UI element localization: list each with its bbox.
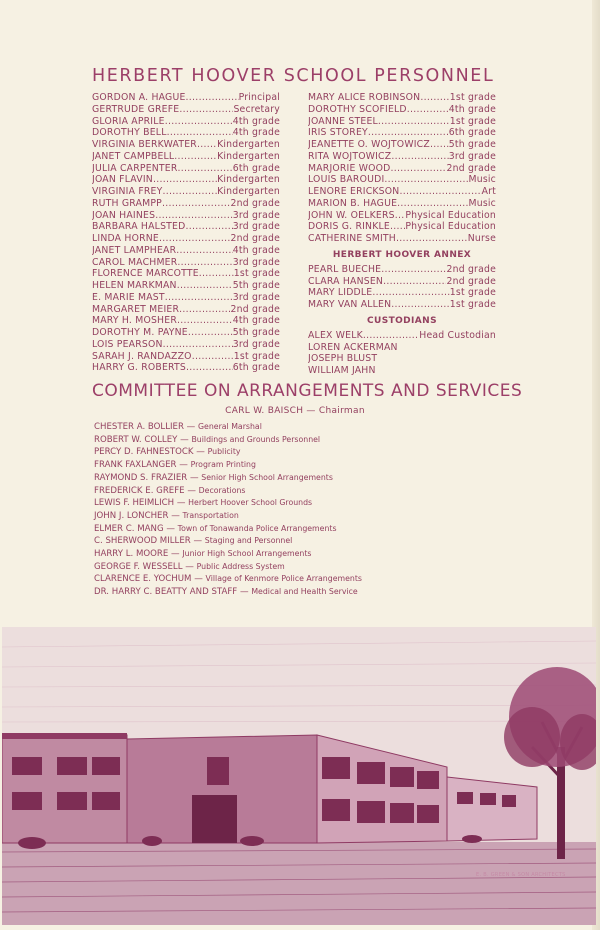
committee-member-duty: Medical and Health Service bbox=[251, 587, 358, 597]
committee-member-name: DR. HARRY C. BEATTY AND STAFF — bbox=[94, 587, 252, 598]
committee-member bbox=[94, 573, 362, 586]
leader-dots bbox=[384, 174, 468, 186]
personnel-row bbox=[308, 116, 496, 128]
committee-member-name: GEORGE F. WESSELL — bbox=[94, 561, 197, 572]
leader-dots bbox=[391, 151, 448, 163]
committee-member-duty: Village of Kenmore Police Arrangements bbox=[205, 574, 362, 584]
committee-member bbox=[94, 446, 362, 459]
personnel-role: Music bbox=[468, 174, 496, 186]
committee-member bbox=[94, 548, 362, 561]
personnel-role: 3rd grade bbox=[232, 291, 280, 303]
personnel-name: JOAN FLAVIN bbox=[92, 174, 153, 186]
personnel-row bbox=[92, 174, 280, 186]
leader-dots bbox=[185, 221, 232, 233]
personnel-name: JOANNE STEEL bbox=[308, 115, 378, 127]
personnel-row bbox=[308, 221, 496, 233]
left-wing-roof bbox=[2, 733, 127, 739]
committee-member-name: C. SHERWOOD MILLER — bbox=[94, 536, 205, 547]
personnel-row bbox=[92, 210, 280, 222]
committee-member-duty: Public Address System bbox=[196, 561, 285, 571]
personnel-name: BARBARA HALSTED bbox=[92, 221, 186, 233]
committee-member-duty: Buildings and Grounds Personnel bbox=[191, 434, 321, 444]
personnel-row bbox=[308, 139, 496, 151]
personnel-name: ALEX WELK bbox=[308, 329, 363, 341]
annex-heading: HERBERT HOOVER ANNEX bbox=[332, 249, 472, 260]
leader-dots bbox=[167, 127, 233, 139]
personnel-name: DOROTHY M. PAYNE bbox=[92, 327, 188, 338]
personnel-row bbox=[92, 186, 280, 198]
personnel-row bbox=[92, 92, 280, 104]
leader-dots bbox=[153, 174, 217, 186]
personnel-row bbox=[92, 163, 280, 175]
personnel-name: GORDON A. HAGUE bbox=[92, 92, 186, 103]
personnel-role: Art bbox=[481, 186, 496, 197]
entrance bbox=[192, 795, 237, 843]
personnel-role: 2nd grade bbox=[446, 275, 496, 287]
committee-list bbox=[94, 421, 362, 599]
personnel-role: Physical Education bbox=[405, 209, 496, 221]
committee-member-name: RAYMOND S. FRAZIER — bbox=[94, 472, 202, 483]
personnel-row bbox=[92, 151, 280, 163]
personnel-role: 2nd grade bbox=[446, 162, 496, 174]
personnel-role: 1st grade bbox=[233, 268, 280, 280]
personnel-role: Kindergarten bbox=[217, 139, 280, 150]
personnel-name: MARY VAN ALLEN bbox=[308, 299, 392, 310]
committee-member bbox=[94, 472, 362, 485]
personnel-role: Physical Education bbox=[405, 221, 496, 233]
committee-member-name: FREDERICK E. GREFE — bbox=[94, 485, 199, 496]
committee-member-duty: Senior High School Arrangements bbox=[201, 472, 333, 482]
leader-dots bbox=[397, 198, 468, 210]
personnel-role: 4th grade bbox=[232, 115, 280, 127]
personnel-row bbox=[308, 92, 496, 104]
personnel-role: 5th grade bbox=[448, 139, 496, 150]
personnel-role: Kindergarten bbox=[217, 186, 280, 197]
personnel-name: JULIA CARPENTER bbox=[92, 162, 178, 174]
leader-dots bbox=[179, 104, 233, 116]
personnel-name: MARY ALICE ROBINSON bbox=[308, 92, 421, 103]
ground bbox=[2, 842, 596, 925]
personnel-row bbox=[92, 104, 280, 116]
leader-dots bbox=[192, 351, 234, 363]
personnel-row bbox=[308, 342, 496, 354]
personnel-name: LOREN ACKERMAN bbox=[308, 341, 398, 353]
personnel-row bbox=[92, 292, 280, 304]
leader-dots bbox=[186, 362, 233, 374]
personnel-row bbox=[308, 127, 496, 139]
committee-member-duty: Staging and Personnel bbox=[204, 536, 293, 546]
leader-dots bbox=[177, 280, 233, 292]
personnel-row bbox=[308, 365, 496, 377]
leader-dots bbox=[396, 233, 468, 245]
personnel-row bbox=[308, 264, 496, 276]
personnel-row bbox=[92, 139, 280, 151]
personnel-name: HELEN MARKMAN bbox=[92, 280, 177, 291]
personnel-role: Music bbox=[468, 197, 496, 209]
leader-dots bbox=[199, 268, 234, 280]
personnel-role: 2nd grade bbox=[230, 233, 280, 244]
committee-member-duty: Publicity bbox=[207, 447, 241, 457]
personnel-title: HERBERT HOOVER SCHOOL PERSONNEL bbox=[92, 66, 495, 86]
committee-member bbox=[94, 459, 362, 472]
personnel-role: 1st grade bbox=[449, 115, 496, 127]
committee-member-name: JOHN J. LONCHER — bbox=[94, 510, 183, 521]
personnel-row bbox=[308, 299, 496, 311]
personnel-row bbox=[92, 362, 280, 374]
annex-list bbox=[308, 264, 496, 311]
personnel-row bbox=[308, 151, 496, 163]
leader-dots bbox=[165, 116, 233, 128]
personnel-name: JOSEPH BLUST bbox=[308, 353, 378, 365]
leader-dots bbox=[162, 186, 217, 198]
leader-dots bbox=[159, 233, 231, 245]
personnel-role: 6th grade bbox=[232, 162, 280, 174]
personnel-role: 5th grade bbox=[232, 327, 280, 338]
leader-dots bbox=[420, 92, 449, 104]
personnel-role: 2nd grade bbox=[230, 303, 280, 315]
committee-title: COMMITTEE ON ARRANGEMENTS AND SERVICES bbox=[92, 381, 523, 401]
personnel-row bbox=[92, 257, 280, 269]
personnel-column-1 bbox=[92, 92, 280, 374]
personnel-name: LENORE ERICKSON bbox=[308, 186, 400, 197]
personnel-row bbox=[308, 233, 496, 245]
personnel-role: 3rd grade bbox=[232, 256, 280, 268]
personnel-name: IRIS STOREY bbox=[308, 127, 368, 139]
leader-dots bbox=[177, 315, 233, 327]
chairman-text: CARL W. BAISCH — Chairman bbox=[225, 406, 365, 416]
personnel-row bbox=[308, 287, 496, 299]
personnel-name: LINDA HORNE bbox=[92, 233, 159, 244]
committee-member-name: CHESTER A. BOLLIER — bbox=[94, 422, 198, 432]
personnel-role: 4th grade bbox=[232, 244, 280, 256]
personnel-name: JEANETTE O. WOJTOWICZ bbox=[308, 139, 430, 150]
personnel-row bbox=[308, 198, 496, 210]
personnel-name: JOAN HAINES bbox=[92, 209, 156, 221]
school-building-illustration bbox=[2, 627, 596, 925]
committee-member-duty: Program Printing bbox=[190, 460, 256, 470]
personnel-name: DOROTHY SCOFIELD bbox=[308, 103, 407, 115]
personnel-role: Kindergarten bbox=[217, 174, 280, 186]
personnel-role: 6th grade bbox=[232, 362, 280, 374]
leader-dots bbox=[165, 292, 233, 304]
personnel-role: Secretary bbox=[233, 103, 280, 115]
leader-dots bbox=[177, 257, 232, 269]
personnel-row bbox=[308, 104, 496, 116]
personnel-role: 1st grade bbox=[449, 92, 496, 103]
custodians-list bbox=[308, 330, 496, 377]
leader-dots bbox=[363, 330, 419, 342]
personnel-name: MARY H. MOSHER bbox=[92, 315, 177, 327]
committee-member-duty: Transportation bbox=[182, 510, 239, 520]
committee-member-duty: Herbert Hoover School Grounds bbox=[188, 498, 313, 508]
leader-dots bbox=[430, 139, 449, 151]
personnel-row bbox=[92, 221, 280, 233]
committee-member-duty: Town of Tonawanda Police Arrangements bbox=[177, 523, 337, 533]
personnel-name: DORIS G. RINKLE bbox=[308, 221, 390, 233]
personnel-role: 3rd grade bbox=[232, 338, 280, 350]
personnel-role: 4th grade bbox=[448, 103, 496, 115]
personnel-row bbox=[92, 351, 280, 363]
personnel-row bbox=[92, 127, 280, 139]
committee-member bbox=[94, 434, 362, 447]
personnel-row bbox=[308, 174, 496, 186]
personnel-row bbox=[92, 327, 280, 339]
personnel-name: CAROL MACHMER bbox=[92, 256, 178, 268]
personnel-role: 4th grade bbox=[232, 315, 280, 327]
committee-member bbox=[94, 535, 362, 548]
personnel-name: JOHN W. OELKERS bbox=[308, 209, 395, 221]
personnel-role: 3rd grade bbox=[448, 150, 496, 162]
personnel-row bbox=[92, 233, 280, 245]
personnel-name: SARAH J. RANDAZZO bbox=[92, 350, 192, 362]
personnel-name: GERTRUDE GREFE bbox=[92, 103, 180, 115]
personnel-role: Head Custodian bbox=[419, 329, 496, 341]
leader-dots bbox=[197, 139, 217, 151]
personnel-role: 4th grade bbox=[232, 127, 280, 139]
personnel-name: VIRGINIA BERKWATER bbox=[92, 139, 197, 150]
committee-member bbox=[94, 421, 362, 434]
committee-member-name: PERCY D. FAHNESTOCK — bbox=[94, 447, 208, 458]
personnel-role: 2nd grade bbox=[230, 197, 280, 209]
personnel-row bbox=[308, 330, 496, 342]
personnel-role: 3rd grade bbox=[232, 221, 280, 233]
personnel-name: RUTH GRAMPP bbox=[92, 197, 162, 209]
committee-member-duty: General Marshal bbox=[198, 422, 262, 431]
personnel-row bbox=[92, 304, 280, 316]
committee-member bbox=[94, 510, 362, 523]
personnel-name: PEARL BUECHE bbox=[308, 263, 382, 275]
leader-dots bbox=[155, 210, 233, 222]
committee-member-duty: Decorations bbox=[198, 485, 246, 495]
committee-member bbox=[94, 497, 362, 510]
leader-dots bbox=[176, 245, 232, 257]
personnel-role: 1st grade bbox=[449, 299, 496, 310]
leader-dots bbox=[372, 287, 449, 299]
leader-dots bbox=[188, 327, 233, 339]
personnel-role: 1st grade bbox=[233, 350, 280, 362]
leader-dots bbox=[391, 299, 450, 311]
committee-member-name: CLARENCE E. YOCHUM — bbox=[94, 574, 206, 585]
committee-member-name: ELMER C. MANG — bbox=[94, 523, 178, 534]
personnel-row bbox=[308, 163, 496, 175]
far-wing bbox=[447, 777, 537, 841]
personnel-row bbox=[92, 315, 280, 327]
leader-dots bbox=[368, 127, 449, 139]
committee-member-duty: Junior High School Arrangements bbox=[182, 549, 312, 559]
personnel-role: Kindergarten bbox=[217, 150, 280, 162]
leader-dots bbox=[399, 186, 481, 198]
leader-dots bbox=[174, 151, 217, 163]
personnel-name: RITA WOJTOWICZ bbox=[308, 150, 392, 162]
personnel-role: Nurse bbox=[467, 233, 496, 244]
leader-dots bbox=[395, 210, 406, 222]
personnel-role: 6th grade bbox=[448, 127, 496, 139]
personnel-name: JANET CAMPBELL bbox=[92, 150, 175, 162]
personnel-name: CLARA HANSEN bbox=[308, 275, 384, 287]
personnel-role: Principal bbox=[238, 92, 280, 103]
committee-member-name: FRANK FAXLANGER — bbox=[94, 460, 191, 471]
personnel-name: MARGARET MEIER bbox=[92, 303, 180, 315]
leader-dots bbox=[162, 198, 231, 210]
architect-credit: E. B. GREEN & SON ARCHITECTS bbox=[476, 872, 566, 878]
personnel-name: HARRY G. ROBERTS bbox=[92, 362, 187, 374]
leader-dots bbox=[378, 116, 450, 128]
personnel-row bbox=[308, 186, 496, 198]
personnel-role: 5th grade bbox=[232, 280, 280, 291]
personnel-row bbox=[92, 116, 280, 128]
leader-dots bbox=[163, 339, 233, 351]
personnel-name: CATHERINE SMITH bbox=[308, 233, 396, 244]
personnel-row bbox=[92, 245, 280, 257]
personnel-row bbox=[92, 268, 280, 280]
left-wing bbox=[2, 735, 127, 843]
personnel-row bbox=[308, 276, 496, 288]
leader-dots bbox=[179, 304, 230, 316]
column-2-list bbox=[308, 92, 496, 245]
personnel-row bbox=[308, 210, 496, 222]
personnel-role: 2nd grade bbox=[446, 263, 496, 275]
personnel-name: E. MARIE MAST bbox=[92, 291, 165, 303]
committee-member-name: LEWIS F. HEIMLICH — bbox=[94, 498, 189, 509]
personnel-name: VIRGINIA FREY bbox=[92, 186, 163, 197]
personnel-name: JANET LAMPHEAR bbox=[92, 244, 177, 256]
personnel-name: DOROTHY BELL bbox=[92, 127, 167, 139]
custodians-heading: CUSTODIANS bbox=[367, 315, 437, 326]
personnel-row bbox=[92, 280, 280, 292]
leader-dots bbox=[407, 104, 449, 116]
leader-dots bbox=[390, 221, 405, 233]
personnel-row bbox=[92, 198, 280, 210]
committee-member-name: HARRY L. MOORE — bbox=[94, 549, 183, 560]
leader-dots bbox=[383, 276, 446, 288]
committee-member bbox=[94, 561, 362, 574]
committee-chairman bbox=[0, 406, 600, 416]
committee-member bbox=[94, 523, 362, 536]
personnel-row bbox=[92, 339, 280, 351]
personnel-name: WILLIAM JAHN bbox=[308, 365, 376, 376]
personnel-role: 3rd grade bbox=[232, 209, 280, 221]
personnel-name: MARY LIDDLE bbox=[308, 287, 373, 299]
committee-member bbox=[94, 586, 362, 599]
personnel-name: LOIS PEARSON bbox=[92, 338, 163, 350]
personnel-column-2 bbox=[308, 92, 496, 377]
personnel-name: LOUIS BAROUDI bbox=[308, 174, 385, 186]
leader-dots bbox=[178, 163, 233, 175]
personnel-role: 1st grade bbox=[449, 287, 496, 299]
committee-member bbox=[94, 485, 362, 498]
personnel-row bbox=[308, 353, 496, 365]
personnel-name: GLORIA APRILE bbox=[92, 115, 165, 127]
leader-dots bbox=[186, 92, 239, 104]
personnel-name: MARJORIE WOOD bbox=[308, 162, 391, 174]
personnel-name: MARION B. HAGUE bbox=[308, 197, 398, 209]
committee-member-name: ROBERT W. COLLEY — bbox=[94, 434, 192, 445]
leader-dots bbox=[391, 163, 447, 175]
personnel-name: FLORENCE MARCOTTE bbox=[92, 268, 199, 280]
leader-dots bbox=[381, 264, 446, 276]
